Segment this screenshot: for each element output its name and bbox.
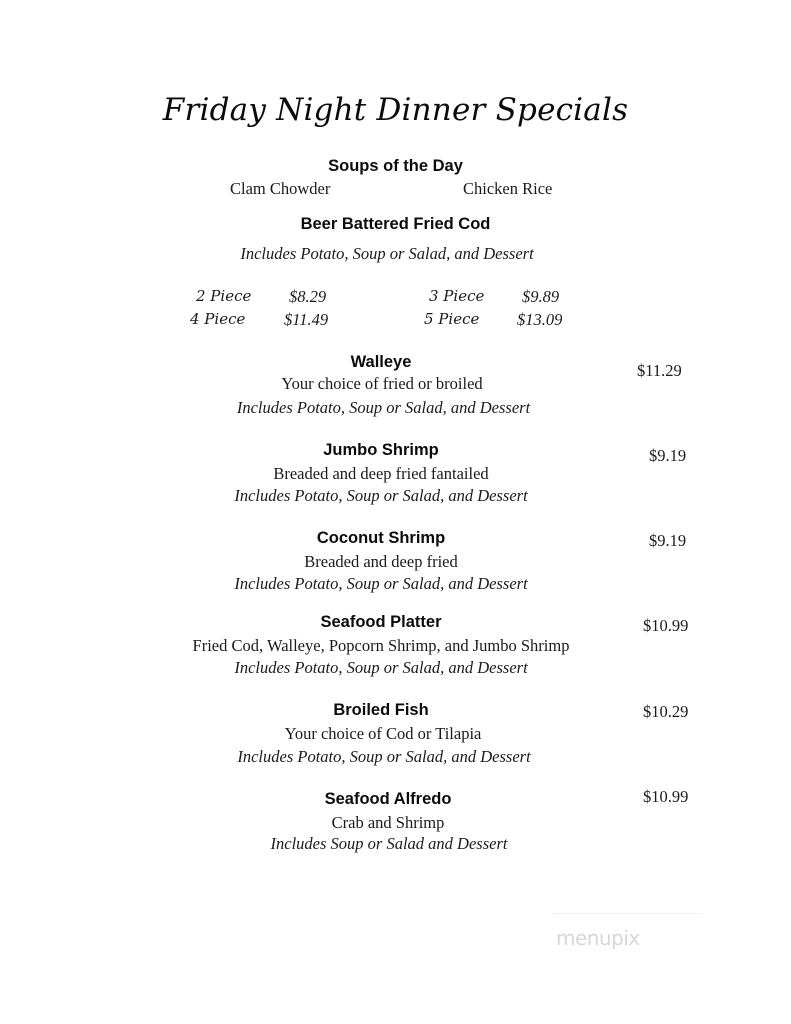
menu-item-price: $10.99 [643,616,689,635]
menu-item-includes: Includes Potato, Soup or Salad, and Dessert [234,574,528,593]
cod-option-label: 3 Piece [429,287,485,305]
watermark-logo: menupix [556,926,640,950]
menu-item-description: Crab and Shrimp [331,813,445,832]
cod-option-label: 2 Piece [196,287,252,305]
menu-item-name: Coconut Shrimp [316,529,446,547]
menu-item-price: $11.29 [637,361,682,380]
menu-item-includes: Includes Potato, Soup or Salad, and Dessert [236,398,531,417]
page-title: Friday Night Dinner Specials [162,92,629,128]
menu-item-price: $10.99 [643,787,689,806]
watermark-divider [552,913,702,915]
menu-item-description: Breaded and deep fried [304,552,458,571]
cod-heading: Beer Battered Fried Cod [300,215,491,233]
cod-includes: Includes Potato, Soup or Salad, and Dessert [240,244,534,263]
menu-item-includes: Includes Potato, Soup or Salad, and Dessert [234,658,528,677]
soup-item-clam-chowder: Clam Chowder [230,179,331,198]
menu-item-name: Walleye [350,353,412,371]
soups-heading: Soups of the Day [328,157,463,175]
menu-item-price: $10.29 [643,702,689,721]
cod-option-price: $9.89 [522,287,560,306]
menu-item-description: Breaded and deep fried fantailed [273,464,489,483]
cod-option-price: $8.29 [289,287,327,306]
menu-item-includes: Includes Potato, Soup or Salad, and Dessert [234,486,528,505]
cod-option-price: $13.09 [517,310,563,329]
menu-item-description: Fried Cod, Walleye, Popcorn Shrimp, and Jumbo Shrimp [192,636,570,655]
menu-item-name: Seafood Platter [320,613,442,631]
menu-item-description: Your choice of fried or broiled [281,374,483,393]
cod-option-label: 5 Piece [424,310,480,328]
cod-option-price: $11.49 [284,310,329,329]
menu-item-includes: Includes Potato, Soup or Salad, and Dessert [237,747,531,766]
menu-item-description: Your choice of Cod or Tilapia [284,724,482,743]
menu-item-price: $9.19 [649,446,687,465]
cod-option-label: 4 Piece [190,310,246,328]
menu-item-name: Seafood Alfredo [324,790,452,808]
menu-item-includes: Includes Soup or Salad and Dessert [270,834,508,853]
soup-item-chicken-rice: Chicken Rice [463,179,553,198]
menu-item-name: Jumbo Shrimp [323,441,439,459]
menu-item-price: $9.19 [649,531,687,550]
menu-item-name: Broiled Fish [333,701,429,719]
